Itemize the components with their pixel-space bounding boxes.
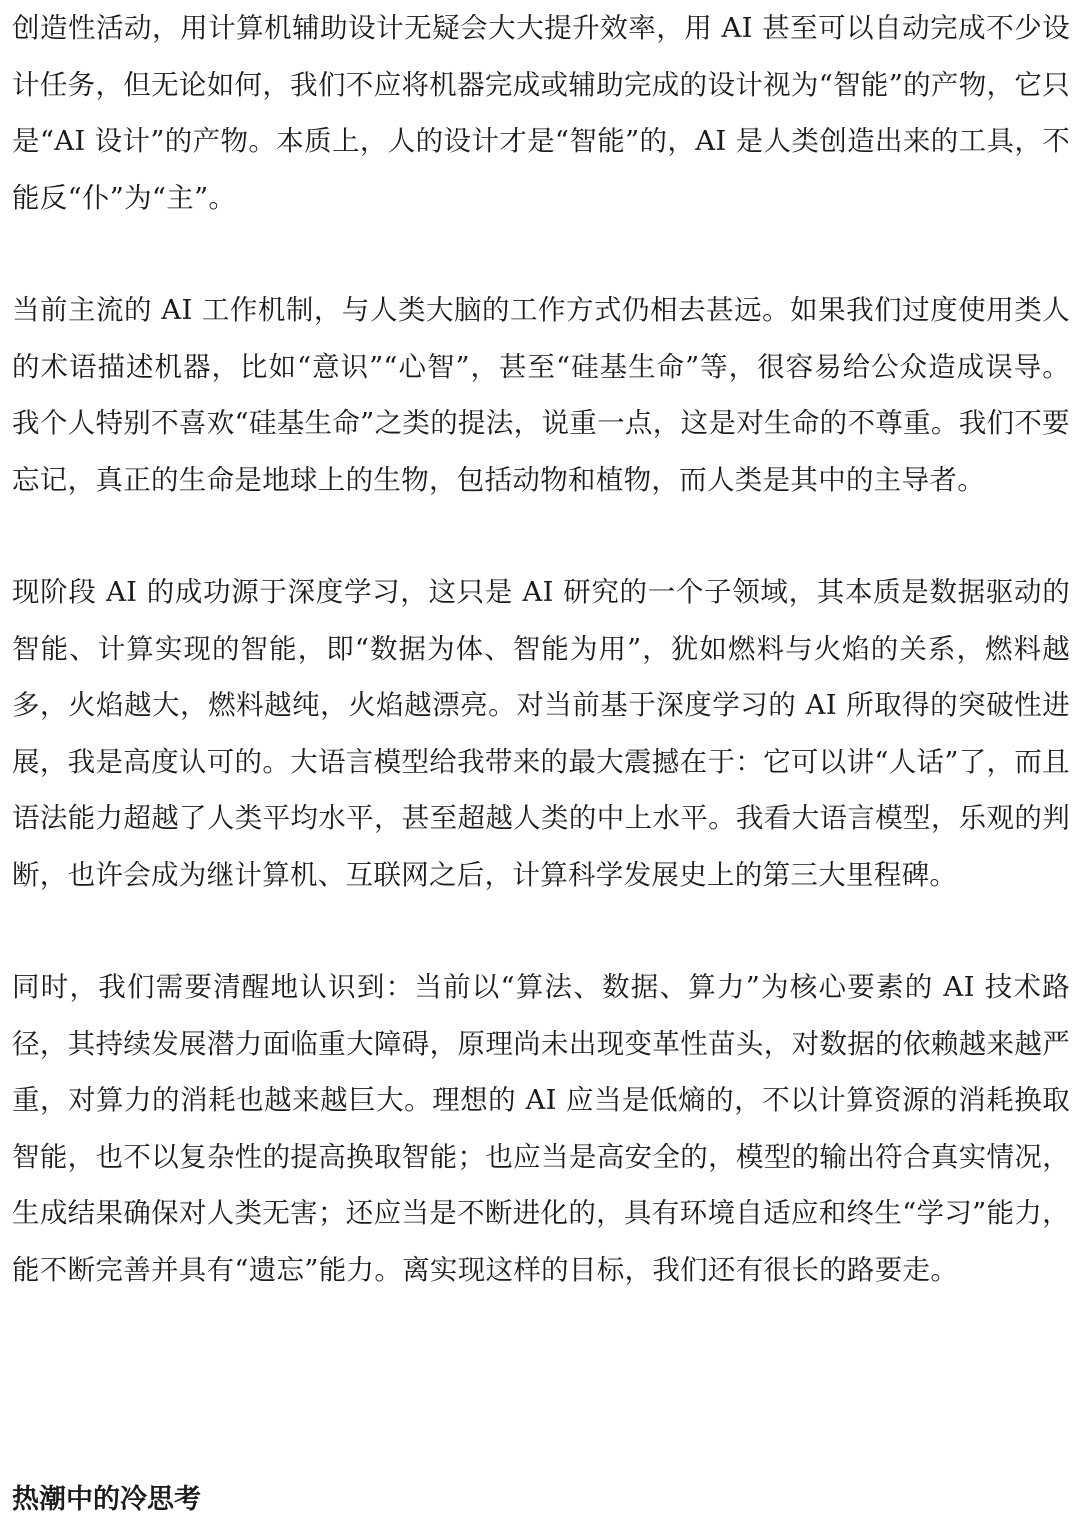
paragraph-ideal-ai: 同时，我们需要清醒地认识到：当前以“算法、数据、算力”为核心要素的 AI 技术路径，其持续发展潜力面临重大障碍，原理尚未出现变革性苗头，对数据的依赖越来越严重，对算力的消耗也越来越巨大。理想的 AI 应当是低熵的，不以计算资源的消耗换取智能，也不以复杂性的提高换取智能；也应当是高安全的，模型的输出符合真实情况，生成结果确保对人类无害；还应当是不断进化的，具有环境自适应和终生“学习”能力，能不断完善并具有“遗忘”能力。离实现这样的目标，我们还有很长的路要走。 <box>12 971 1070 1286</box>
paragraph-ai-design-tool: 创造性活动，用计算机辅助设计无疑会大大提升效率，用 AI 甚至可以自动完成不少设计任务，但无论如何，我们不应将机器完成或辅助完成的设计视为“智能”的产物，它只是“AI 设计”的产物。本质上，人的设计才是“智能”的，AI 是人类创造出来的工具，不能反“仆”为“主”。 <box>12 12 1070 214</box>
article-body <box>12 0 1070 1298</box>
paragraph-deep-learning: 现阶段 AI 的成功源于深度学习，这只是 AI 研究的一个子领域，其本质是数据驱动的智能、计算实现的智能，即“数据为体、智能为用”，犹如燃料与火焰的关系，燃料越多，火焰越大，燃料越纯，火焰越漂亮。对当前基于深度学习的 AI 所取得的突破性进展，我是高度认可的。大语言模型给我带来的最大震撼在于：它可以讲“人话”了，而且语法能力超越了人类平均水平，甚至超越人类的中上水平。我看大语言模型，乐观的判断，也许会成为继计算机、互联网之后，计算科学发展史上的第三大里程碑。 <box>12 576 1070 891</box>
paragraph-ai-mechanism: 当前主流的 AI 工作机制，与人类大脑的工作方式仍相去甚远。如果我们过度使用类人的术语描述机器，比如“意识”“心智”，甚至“硅基生命”等，很容易给公众造成误导。我个人特别不喜欢“硅基生命”之类的提法，说重一点，这是对生命的不尊重。我们不要忘记，真正的生命是地球上的生物，包括动物和植物，而人类是其中的主导者。 <box>12 294 1070 496</box>
section-heading: 热潮中的冷思考 <box>12 1484 201 1515</box>
